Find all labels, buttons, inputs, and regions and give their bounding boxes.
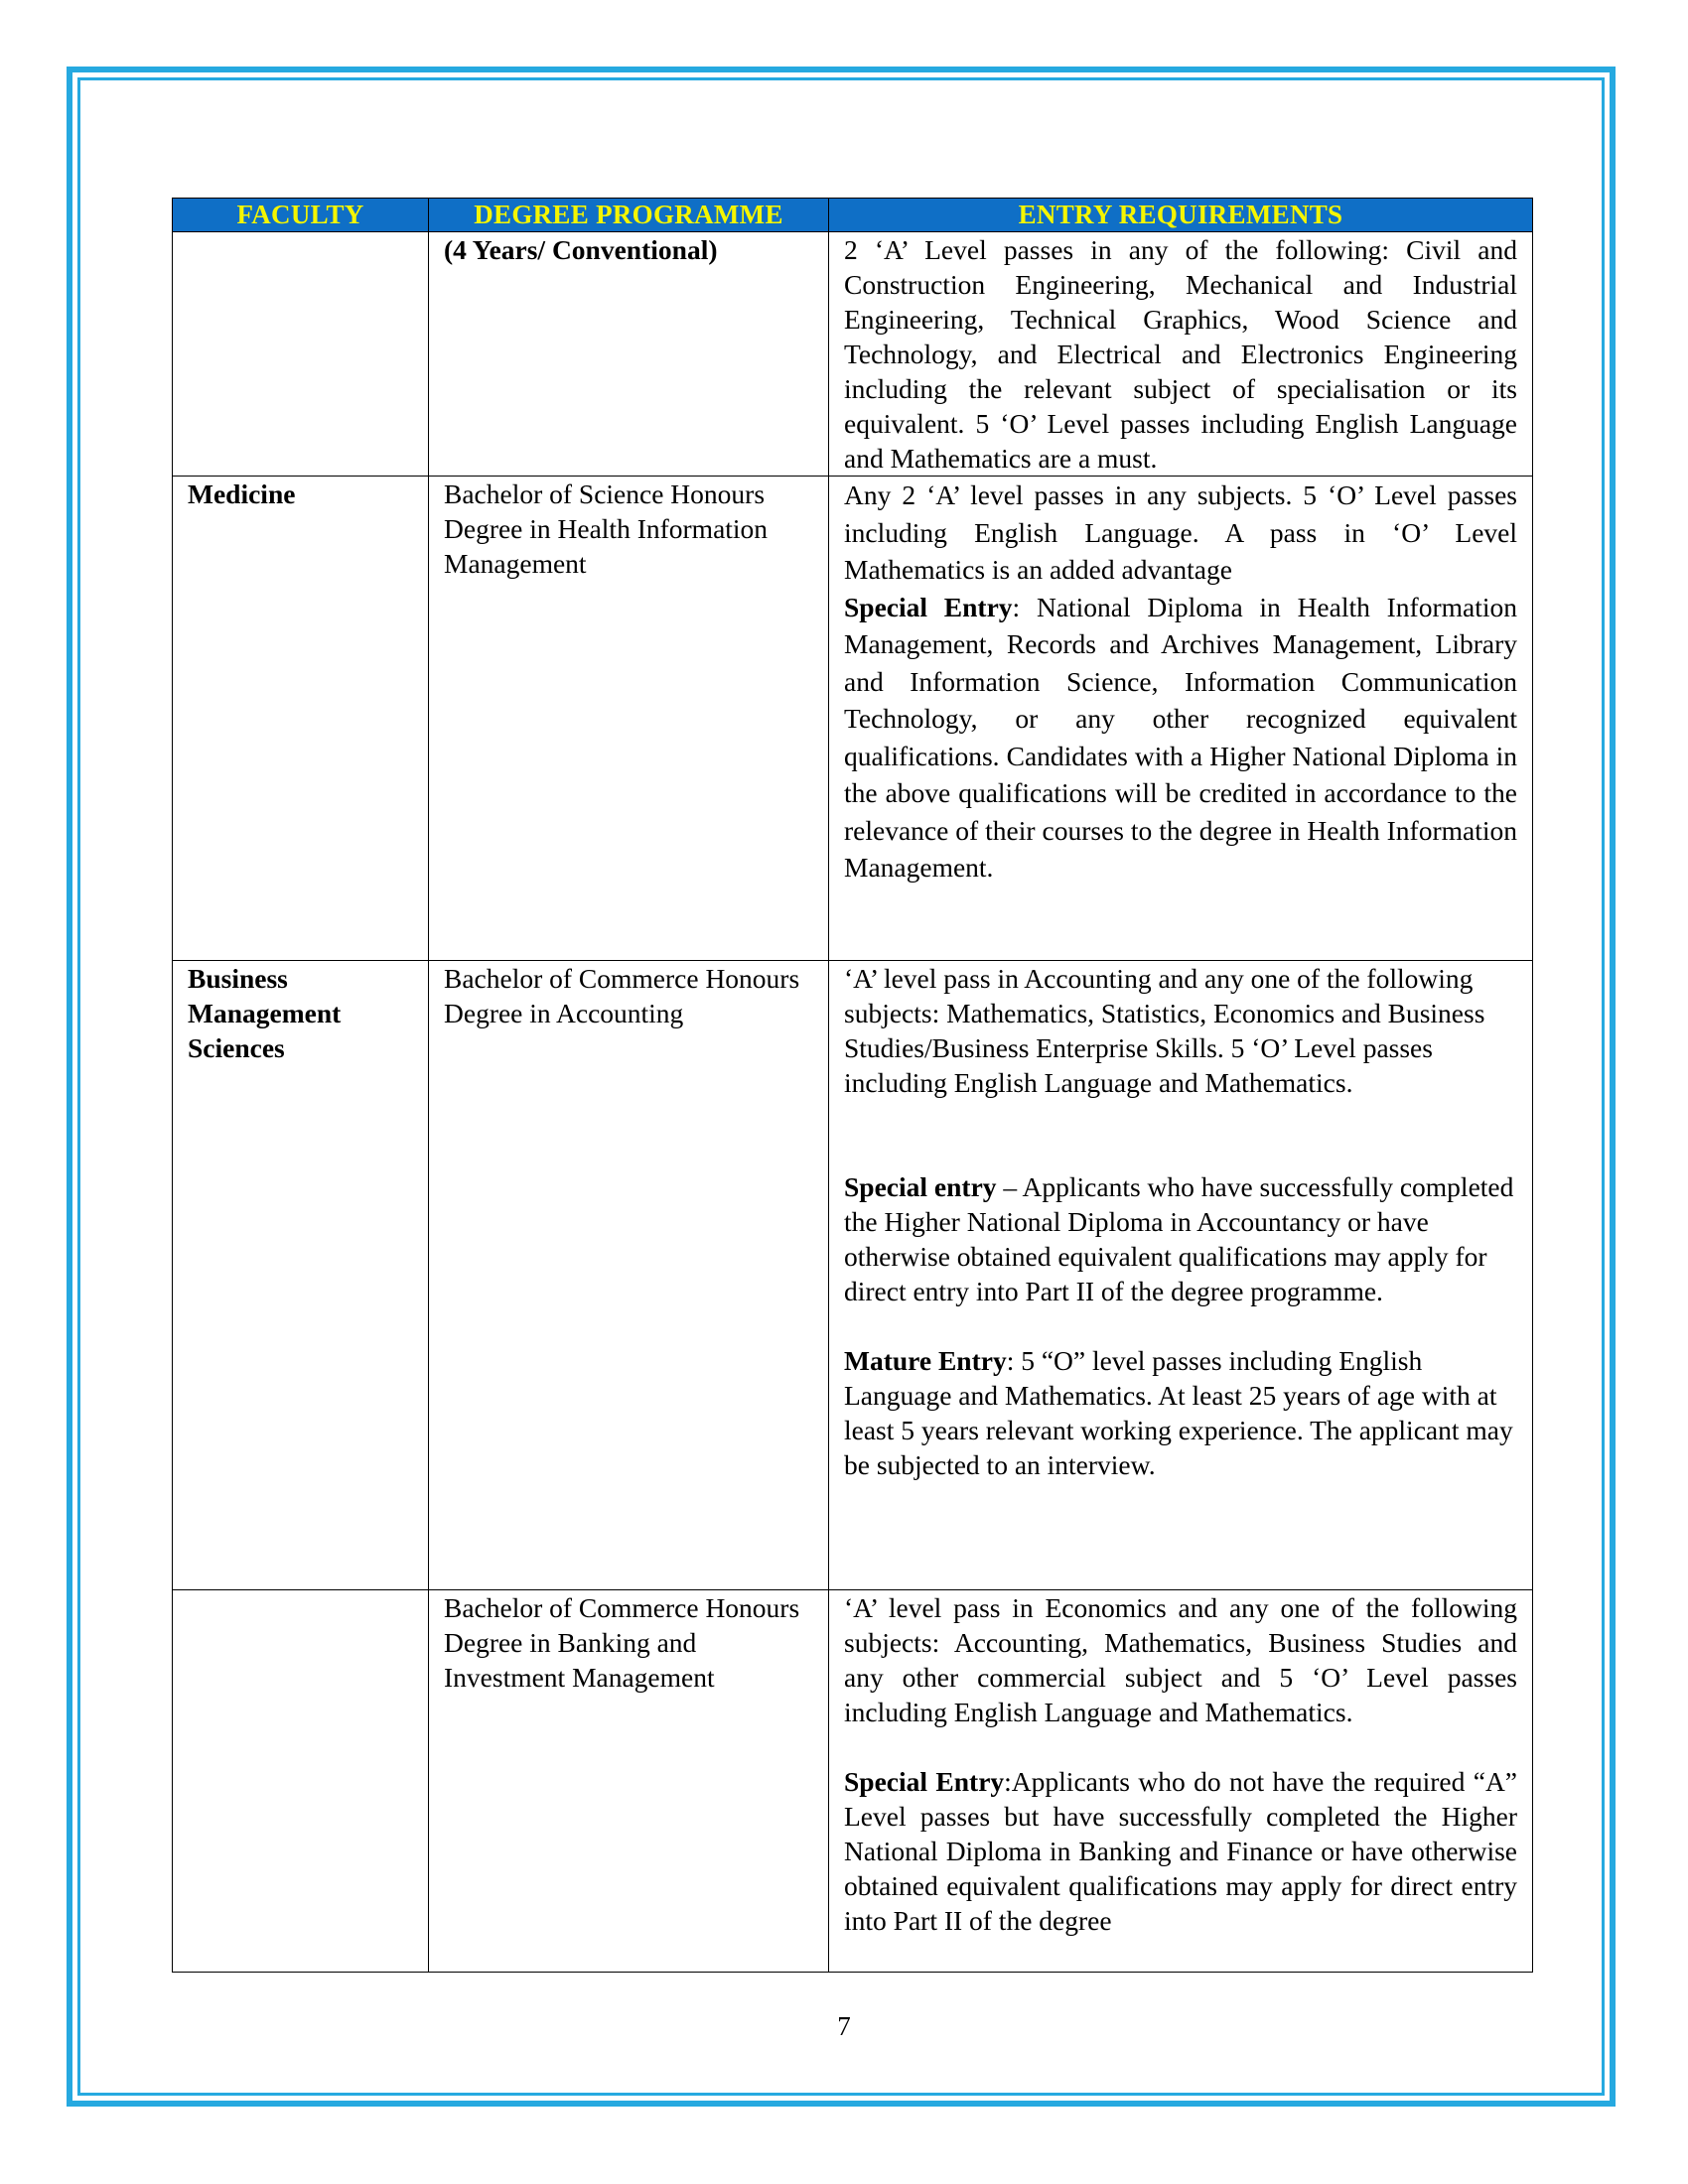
special-entry-paragraph: Special entry – Applicants who have successfully completed the Higher National Diploma in Accountancy or have otherwise obtained equivalent qualifications may apply for direct entry into Part II of the degree programme.: [844, 1171, 1514, 1306]
table-row: [173, 477, 1533, 961]
special-entry-paragraph: Special Entry: National Diploma in Health Information Management, Records and Archives Management, Library and Information Science, Information Communication Technology, or any other recognized equivalent qualifications. Candidates with a Higher National Diploma in the above qualifications will be credited in accordance to the relevance of their courses to the degree in Health Information Management.: [844, 591, 1517, 883]
header-faculty: FACULTY: [173, 199, 429, 232]
faculty-cell: Medicine: [173, 477, 429, 961]
table-row: [173, 232, 1533, 477]
table-row: [173, 1590, 1533, 1973]
requirements-cell: [829, 1590, 1533, 1973]
table-header-row: [173, 199, 1533, 232]
header-degree-programme: DEGREE PROGRAMME: [429, 199, 829, 232]
special-entry-paragraph: Special Entry:Applicants who do not have the required “A” Level passes but have successfully completed the Higher National Diploma in Banking and Finance or have otherwise obtained equivalent qualifications may apply for direct entry into Part II of the degree: [844, 1766, 1518, 1936]
faculty-cell: Business Management Sciences: [173, 961, 429, 1590]
requirement-text: ‘A’ level pass in Accounting and any one of the following subjects: Mathematics, Statistics, Economics and Business Studies/Business Enterprise Skills. 5 ‘O’ Level passes including English Language and Mathematics.: [844, 963, 1485, 1098]
special-entry-label: Special Entry: [844, 591, 1013, 622]
mature-entry-label: Mature Entry: [844, 1345, 1007, 1376]
programme-cell: (4 Years/ Conventional): [429, 232, 829, 477]
requirements-cell: 2 ‘A’ Level passes in any of the following: Civil and Construction Engineering, Mechanical and Industrial Engineering, Technical Graphics, Wood Science and Technology, and Electrical and Electronics Engineering including the relevant subject of specialisation or its equivalent. 5 ‘O’ Level passes including English Language and Mathematics are a must.: [829, 232, 1533, 477]
requirement-text: Any 2 ‘A’ level passes in any subjects. 5 ‘O’ Level passes including English Language. A pass in ‘O’ Level Mathematics is an added advantage: [844, 479, 1517, 585]
programme-cell: Bachelor of Commerce Honours Degree in Accounting: [429, 961, 829, 1590]
programme-cell: Bachelor of Commerce Honours Degree in Banking and Investment Management: [429, 1590, 829, 1973]
requirement-text: ‘A’ level pass in Economics and any one of the following subjects: Accounting, Mathematics, Business Studies and any other commercial subject and 5 ‘O’ Level passes including English Language and Mathematics.: [844, 1592, 1517, 1727]
special-entry-label: Special Entry: [844, 1766, 1005, 1797]
mature-entry-paragraph: Mature Entry: 5 “O” level passes including English Language and Mathematics. At least 25 years of age with at least 5 years relevant working experience. The applicant may be subjected to an interview.: [844, 1345, 1513, 1480]
faculty-cell: [173, 1590, 429, 1973]
entry-requirements-table: [172, 198, 1533, 1973]
faculty-cell: [173, 232, 429, 477]
table-row: [173, 961, 1533, 1590]
programme-cell: Bachelor of Science Honours Degree in Health Information Management: [429, 477, 829, 961]
requirements-cell: [829, 961, 1533, 1590]
requirements-cell: [829, 477, 1533, 961]
header-entry-requirements: ENTRY REQUIREMENTS: [829, 199, 1533, 232]
special-entry-label: Special entry: [844, 1171, 997, 1202]
page-number: 7: [837, 2011, 851, 2041]
